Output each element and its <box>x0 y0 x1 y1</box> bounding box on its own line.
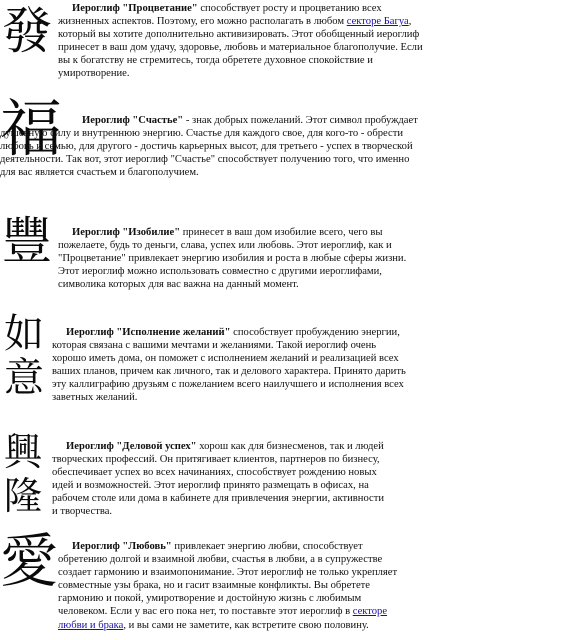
entry-text <box>0 114 424 179</box>
entry-title: Иероглиф "Процветание" <box>72 3 198 14</box>
entry-body: способствует пробуждению энергии, которая связана с вашими мечтами и желаниями. Такой иероглиф очень хорошо иметь дома, он поможет с исполнением желаний и реализацией всех ваших планов, причем как личного, так и делового характера. Принято дарить эту каллиграфию друзьям с пожеланием всего наилучшего и исполнения всех заветных желаний. <box>52 327 406 404</box>
entry-body-end: , который вы хотите дополнительно активизировать. Этот обобщенный иероглиф принесет в ваш дом удачу, здоровье, любовь и материальное благополучие. Если вы к богатству не стремитесь, тогда обретете духовное спокойствие и умиротворение. <box>58 16 423 80</box>
entry-text <box>58 540 402 632</box>
entry-body: способствует росту и процветанию всех жизненных аспектов. Поэтому, его можно располагать в любом <box>58 3 382 28</box>
entry-title: Иероглиф "Изобилие" <box>72 227 181 238</box>
happiness-glyph-icon: 福 <box>0 92 63 165</box>
entry-text <box>52 326 410 405</box>
love-marriage-sector-link[interactable]: секторе любви и брака <box>58 606 388 631</box>
entry-title: Иероглиф "Деловой успех" <box>66 441 197 452</box>
entry-body: - знак добрых пожеланий. Этот символ пробуждает душевную силу и внутреннюю энергию. Счастье для каждого свое, для кого-то - обрести любовь и семью, для другого - достичь карьерных высот, для третьего - успех в творческой деятельности. Так вот, этот иероглиф "Счастье" способствует получению того, что именно для вас является счастьем и благополучием. <box>0 115 418 179</box>
entry-title: Иероглиф "Счастье" <box>82 115 184 126</box>
love-glyph-icon: 愛 <box>0 527 59 595</box>
entry-text <box>52 440 392 519</box>
entry-body: принесет в ваш дом изобилие всего, чего вы пожелаете, будь то деньги, слава, успех или любовь. Этот иероглиф, как и "Процветание" привлекает энергию изобилия и роста в любые сферы жизни. Этот иероглиф можно использовать совместно с другими иероглифами, символика которых для вас важна на данный момент. <box>58 227 407 291</box>
abundance-glyph-icon: 豐 <box>2 212 52 270</box>
business-success-glyph-icon: 興隆 <box>4 430 43 518</box>
entry-text <box>58 226 424 291</box>
entry-body: хорош как для бизнесменов, так и людей творческих профессий. Он притягивает клиентов, партнеров по бизнесу, обеспечивает успех во всех начинаниях, способствует рождению новых идей и возможностей. Этот иероглиф принято размещать в офисах, на рабочем столе или дома в кабинете для привлечения энергии, активности и творчества. <box>52 441 385 518</box>
bagua-sector-link[interactable]: секторе Багуа <box>346 16 409 28</box>
entry-text <box>58 2 430 81</box>
entry-body-end: , и вы сами не заметите, как встретите свою половину. <box>123 619 369 631</box>
entry-title: Иероглиф "Любовь" <box>72 541 172 552</box>
entry-title: Иероглиф "Исполнение желаний" <box>66 327 231 338</box>
wish-fulfillment-glyph-icon: 如意 <box>4 311 44 401</box>
prosperity-glyph-icon: 發 <box>2 2 52 60</box>
entry-body: привлекает энергию любви, способствует обретению долгой и взаимной любви, счастья в любви, а в супружестве создает гармонию и взаимопонимание. Этот иероглиф не только укрепляет совместные узы брака, но и гасит взаимные конфликты. Вы обретете гармонию и покой, умиротворение и достойную жизнь с любимым человеком. Если у вас его пока нет, то поставьте этот иероглиф в <box>58 541 398 618</box>
